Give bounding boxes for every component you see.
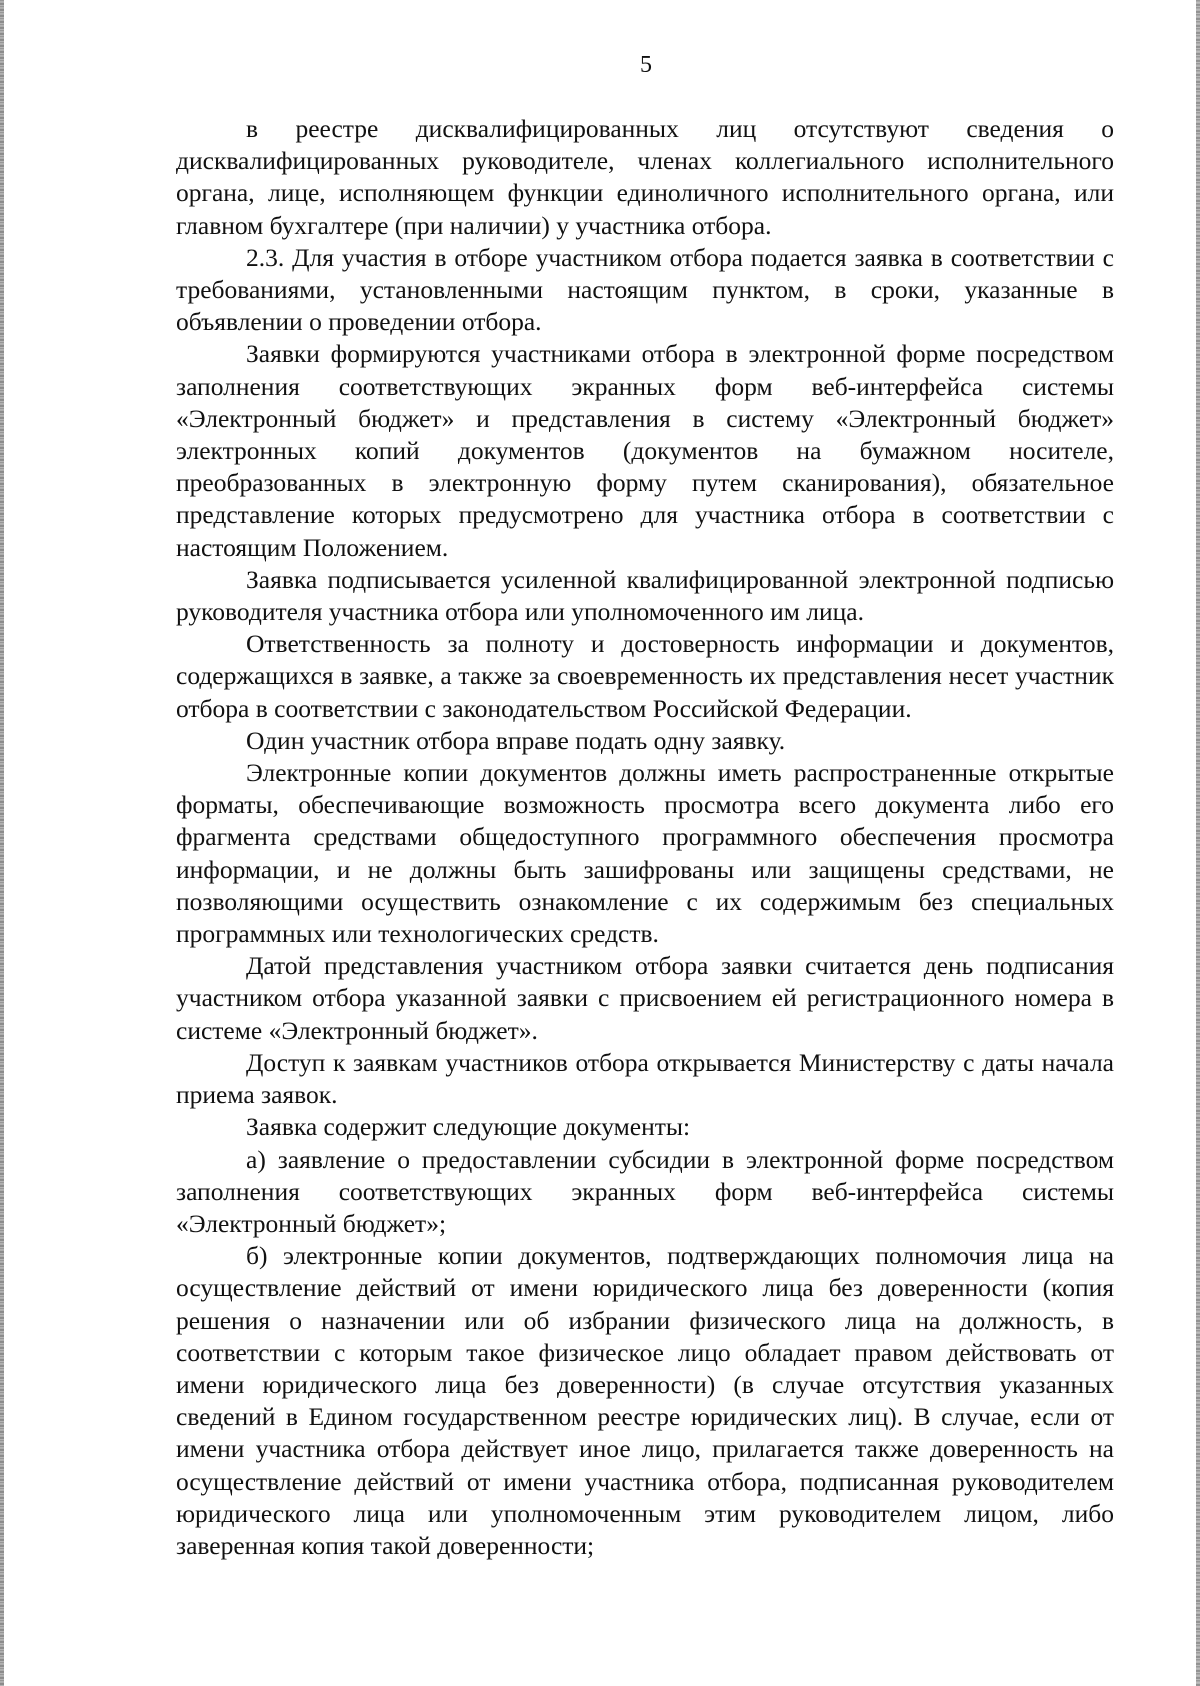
page-number: 5 <box>640 52 652 78</box>
paragraph-electronic-copies: Электронные копии документов должны иметь распространенные открытые форматы, обеспечивающие возможность просмотра всего документа либо его фрагмента средствами общедоступного программного обеспечения просмотра информации, и не должны быть зашифрованы или защищены средствами, не позволяющими осуществить ознакомление с их содержимым без специальных программных или технологических средств. <box>176 758 1114 949</box>
paragraph-responsibility: Ответственность за полноту и достоверность информации и документов, содержащихся в заявке, а также за своевременность их представления несет участник отбора в соответствии с законодательством Российской Федерации. <box>176 629 1114 723</box>
paragraph-application-signed: Заявка подписывается усиленной квалифицированной электронной подписью руководителя участника отбора или уполномоченного им лица. <box>176 564 1114 627</box>
list-item-b: б) электронные копии документов, подтверждающих полномочия лица на осуществление действий от имени юридического лица без доверенности (копия решения о назначении или об избрании физического лица на должность, в соответствии с которым такое физическое лицо обладает правом действовать от имени юридического лица без доверенности) (в случае отсутствия указанных сведений в Едином государственном реестре юридических лиц). В случае, если от имени участника отбора действует иное лицо, прилагается также доверенность на осуществление действий от имени участника отбора, подписанная руководителем юридического лица или уполномоченным этим руководителем лицом, либо заверенная копия такой доверенности; <box>176 1241 1114 1560</box>
scan-edge-left <box>0 0 4 1686</box>
paragraph-applications-formed: Заявки формируются участниками отбора в электронной форме посредством заполнения соответствующих экранных форм веб-интерфейса системы «Электронный бюджет» и представления в систему «Электронный бюджет» электронных копий документов (документов на бумажном носителе, преобразованных в электронную форму путем сканирования), обязательное представление которых предусмотрено для участника отбора в соответствии с настоящим Положением. <box>176 339 1114 562</box>
paragraph-continuation: в реестре дисквалифицированных лиц отсутствуют сведения о дисквалифицированных руководителе, членах коллегиального исполнительного органа, лице, исполняющем функции единоличного исполнительного органа, или главном бухгалтере (при наличии) у участника отбора. <box>176 114 1114 240</box>
paragraph-documents-list: Заявка содержит следующие документы: <box>246 1112 691 1142</box>
document-body <box>176 113 1114 1562</box>
paragraph-submission-date: Датой представления участником отбора заявки считается день подписания участником отбора указанной заявки с присвоением ей регистрационного номера в системе «Электронный бюджет». <box>176 951 1114 1045</box>
paragraph-access: Доступ к заявкам участников отбора открывается Министерству с даты начала приема заявок. <box>176 1047 1114 1110</box>
list-item-a: а) заявление о предоставлении субсидии в электронной форме посредством заполнения соответствующих экранных форм веб-интерфейса системы «Электронный бюджет»; <box>176 1144 1114 1238</box>
paragraph-2-3: 2.3. Для участия в отборе участником отбора подается заявка в соответствии с требованиями, установленными настоящим пунктом, в сроки, указанные в объявлении о проведении отбора. <box>176 242 1114 337</box>
scan-edge-right <box>1196 0 1200 1686</box>
paragraph-one-application: Один участник отбора вправе подать одну заявку. <box>246 725 786 755</box>
